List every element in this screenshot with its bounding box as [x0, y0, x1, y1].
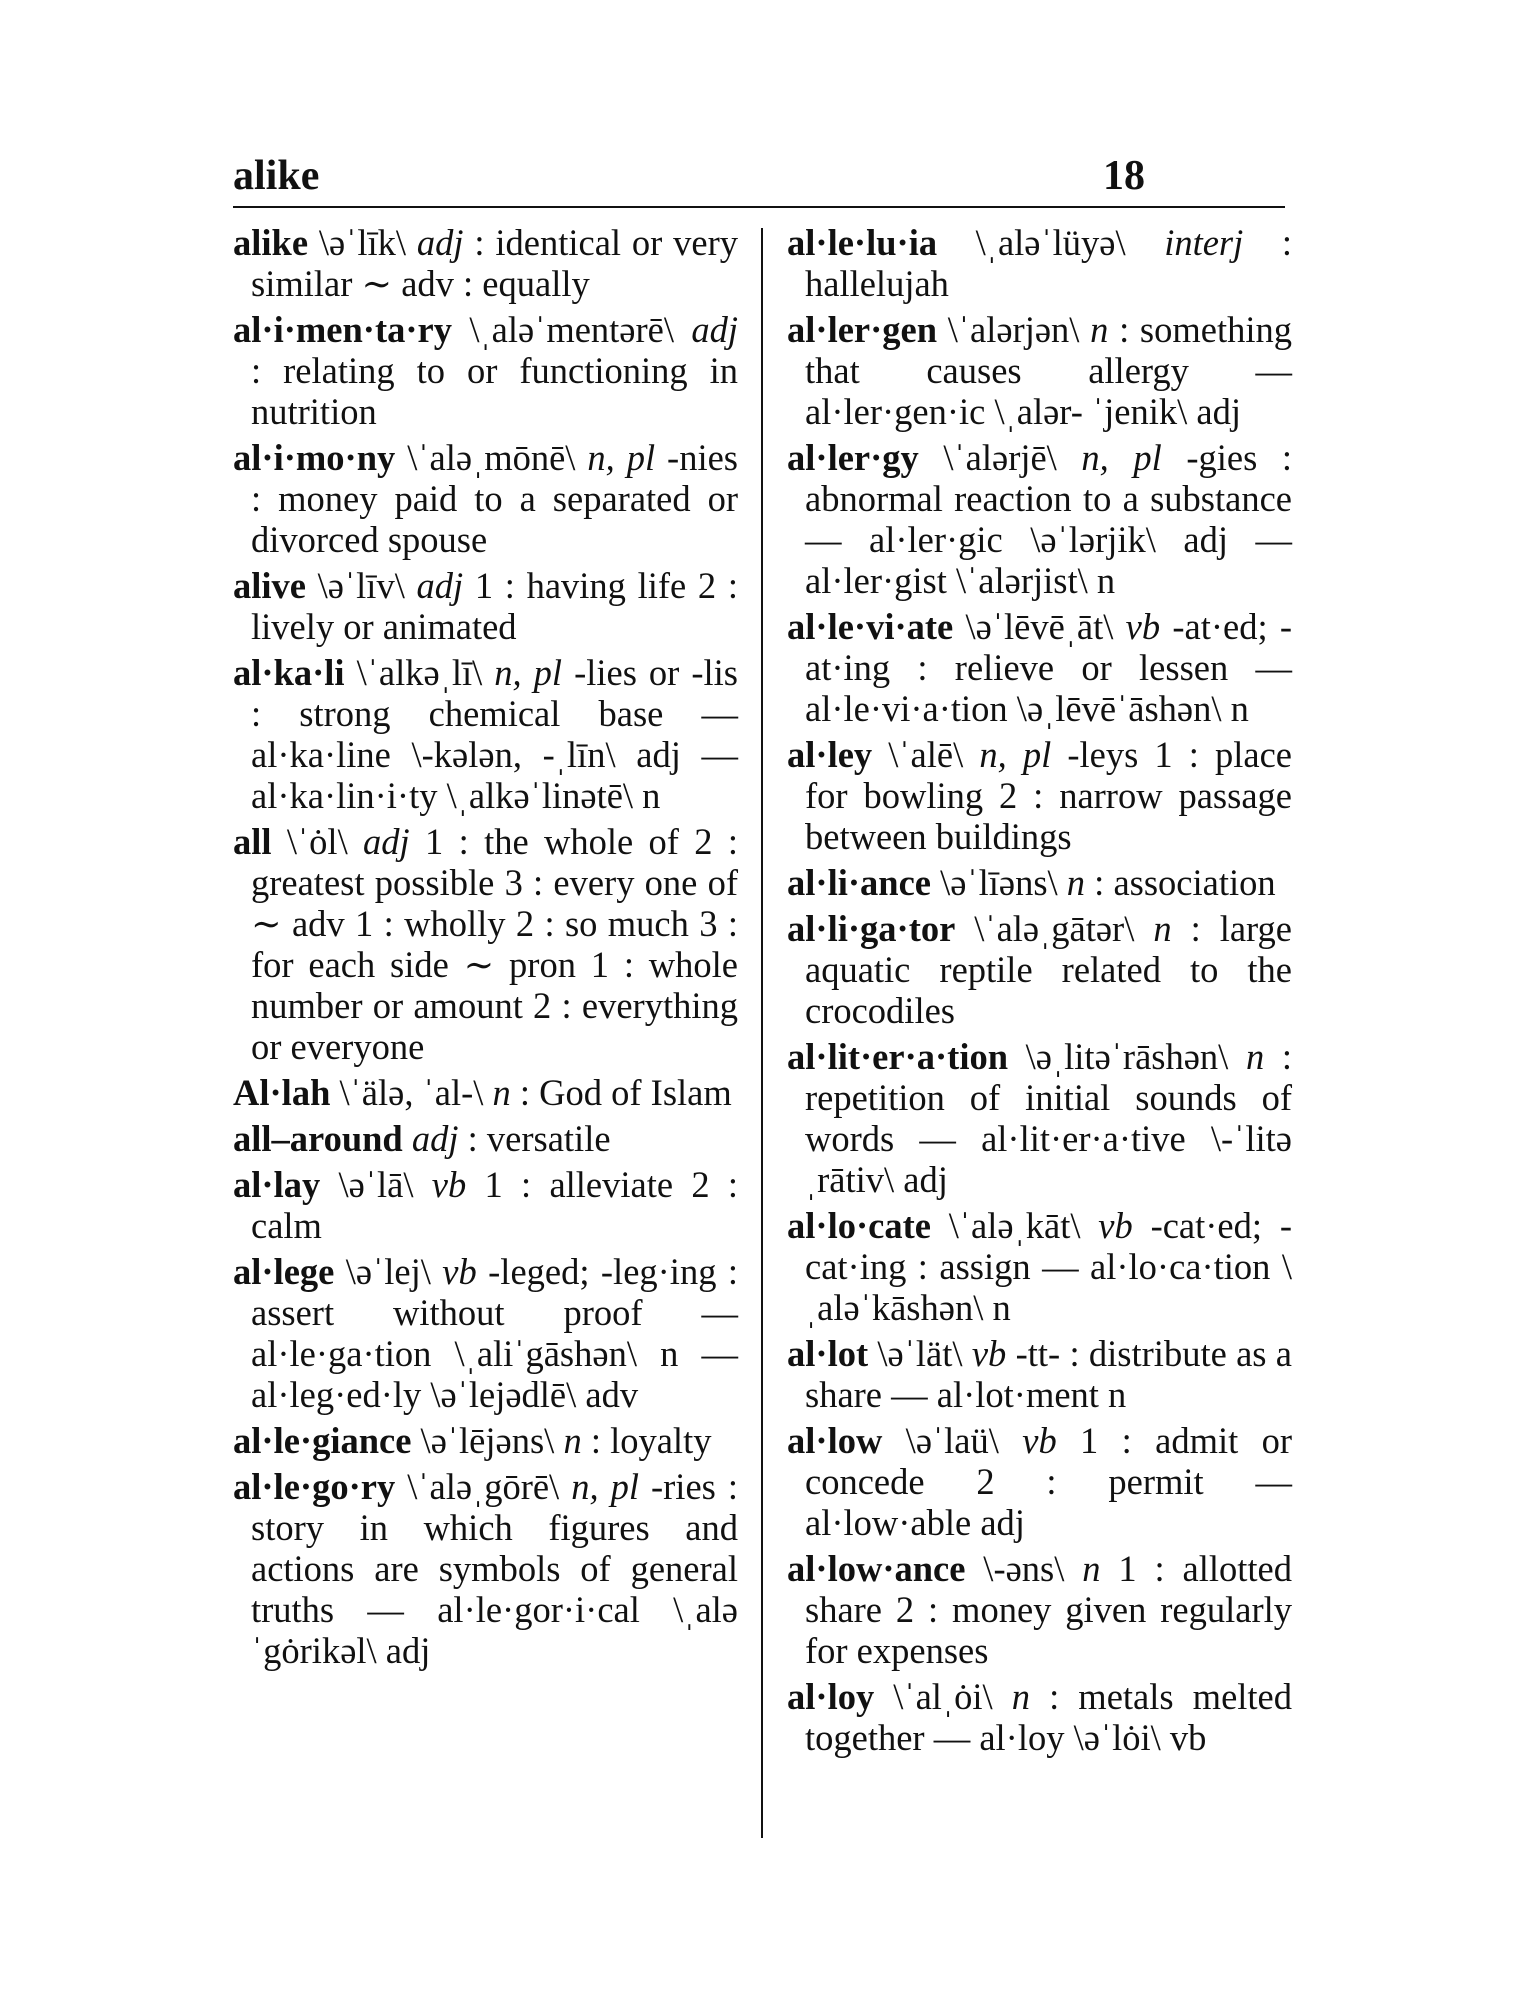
dictionary-entry [233, 1072, 738, 1113]
entry-pronunciation: \ˈalˌȯi\ [874, 1676, 1012, 1717]
entry-pronunciation: \əˈlej\ [334, 1251, 443, 1292]
dictionary-entry [233, 222, 738, 304]
entry-definition: 1 : allotted share 2 : money given regularly for expenses [805, 1548, 1293, 1671]
entry-headword: al·le·go·ry [233, 1466, 396, 1507]
dictionary-entry [233, 1118, 738, 1159]
entry-pronunciation: \əˈlīk\ [308, 222, 417, 263]
dictionary-entry [787, 1333, 1292, 1415]
dictionary-entry [787, 309, 1292, 432]
entry-headword: al·i·men·ta·ry [233, 309, 452, 350]
dictionary-entry [787, 1205, 1292, 1328]
dictionary-entry [233, 652, 738, 816]
entry-definition: -leged; -leg·ing : assert without proof — al·le·ga·tion \ˌaliˈgāshən\ n — al·leg·ed·ly \əˈlejədlē\ adv [251, 1251, 738, 1415]
entry-headword: al·le·giance [233, 1420, 412, 1461]
entry-pronunciation: \ˈaləˌgātər\ [955, 908, 1154, 949]
dictionary-entry [233, 437, 738, 560]
entry-pronunciation: \ˈälə, ˈal-\ [330, 1072, 493, 1113]
entry-part-of-speech: adj [416, 565, 464, 606]
entry-headword: al·ley [787, 734, 873, 775]
right-column [787, 222, 1292, 1763]
entry-headword: al·le·vi·ate [787, 606, 954, 647]
entry-definition: -at·ed; -at·ing : relieve or lessen — al·le·vi·a·tion \əˌlēvēˈāshən\ n [805, 606, 1292, 729]
dictionary-entry [787, 734, 1292, 857]
entry-part-of-speech: adj [691, 309, 738, 350]
entry-headword: al·li·ance [787, 862, 931, 903]
entry-pronunciation: \ˈalərjē\ [918, 437, 1082, 478]
column-divider [761, 228, 763, 1838]
entry-pronunciation: \əˈlā\ [320, 1164, 432, 1205]
entry-part-of-speech: adj [416, 222, 464, 263]
entry-part-of-speech: vb [1098, 1205, 1133, 1246]
dictionary-entry [233, 821, 738, 1067]
entry-definition: 1 : having life 2 : lively or animated [251, 565, 738, 647]
entry-part-of-speech: vb [1125, 606, 1161, 647]
guide-word: alike [233, 153, 320, 199]
dictionary-entry [787, 222, 1292, 304]
entry-definition: : hallelujah [805, 222, 1292, 304]
entry-pronunciation: \ˌaləˈlüyə\ [937, 222, 1165, 263]
entry-pronunciation: \ˈaləˌmōnē\ [395, 437, 588, 478]
entry-pronunciation: \əˈlējəns\ [411, 1420, 564, 1461]
entry-headword: al·ka·li [233, 652, 345, 693]
entry-part-of-speech: n [1066, 862, 1086, 903]
entry-headword: al·low·ance [787, 1548, 966, 1589]
entry-headword: al·i·mo·ny [233, 437, 396, 478]
page-number: 18 [1103, 153, 1145, 199]
entry-definition: : large aquatic reptile related to the crocodiles [805, 908, 1292, 1031]
entry-part-of-speech: vb [442, 1251, 477, 1292]
entry-part-of-speech: vb [971, 1333, 1007, 1374]
entry-headword: all–around [233, 1118, 403, 1159]
entry-definition: : God of Islam [510, 1072, 732, 1113]
entry-part-of-speech: n [492, 1072, 511, 1113]
entry-headword: al·lay [233, 1164, 321, 1205]
entry-pronunciation: \ˈalərjən\ [937, 309, 1091, 350]
entry-pronunciation: \ˈaləˌgōrē\ [395, 1466, 572, 1507]
entry-headword: al·lege [233, 1251, 335, 1292]
entry-headword: al·ler·gen [787, 309, 938, 350]
dictionary-entry [787, 1548, 1292, 1671]
entry-pronunciation: \əˈlīv\ [305, 565, 417, 606]
entry-definition: -leys 1 : place for bowling 2 : narrow passage between buildings [805, 734, 1292, 857]
entry-definition: -lies or -lis : strong chemical base — al·ka·line \-kələn, -ˌlīn\ adj — al·ka·lin·i·ty \ˌalkəˈlinətē\ n [251, 652, 738, 816]
dictionary-entry [787, 1036, 1292, 1200]
entry-part-of-speech: n [1245, 1036, 1265, 1077]
dictionary-entry [233, 1164, 738, 1246]
entry-headword: al·loy [787, 1676, 875, 1717]
entry-definition: 1 : the whole of 2 : greatest possible 3 : every one of ∼ adv 1 : wholly 2 : so much 3 : for each side ∼ pron 1 : whole number or amount 2 : everything or everyone [251, 821, 739, 1067]
entry-part-of-speech: vb [431, 1164, 467, 1205]
entry-headword: al·low [787, 1420, 883, 1461]
entry-headword: Al·lah [233, 1072, 331, 1113]
entry-part-of-speech: n, pl [494, 652, 563, 693]
entry-definition: : identical or very similar ∼ adv : equally [251, 222, 738, 304]
entry-headword: al·lo·cate [787, 1205, 931, 1246]
entry-definition: -nies : money paid to a separated or divorced spouse [251, 437, 738, 560]
entry-definition: -tt- : distribute as a share — al·lot·ment n [805, 1333, 1292, 1415]
entry-headword: alive [233, 565, 306, 606]
entry-headword: al·le·lu·ia [787, 222, 938, 263]
entry-pronunciation [403, 1118, 412, 1159]
dictionary-entry [787, 1420, 1292, 1543]
entry-part-of-speech: n [1153, 908, 1172, 949]
entry-part-of-speech: n [1090, 309, 1109, 350]
entry-part-of-speech: vb [1022, 1420, 1057, 1461]
entry-part-of-speech: n, pl [979, 734, 1052, 775]
entry-definition: : association [1085, 862, 1276, 903]
entry-part-of-speech: interj [1164, 222, 1244, 263]
entry-definition: -cat·ed; -cat·ing : assign — al·lo·ca·tion \ˌaləˈkāshən\ n [805, 1205, 1292, 1328]
entry-definition: -gies : abnormal reaction to a substance — al·ler·gic \əˈlərjik\ adj — al·ler·gist \ˈalərjist\ n [805, 437, 1292, 601]
entry-part-of-speech: n, pl [587, 437, 656, 478]
entry-part-of-speech: adj [411, 1118, 459, 1159]
dictionary-entry [787, 1676, 1292, 1758]
entry-part-of-speech: n, pl [1081, 437, 1162, 478]
entry-pronunciation: \əˌlitəˈrāshən\ [1008, 1036, 1246, 1077]
dictionary-entry [787, 862, 1292, 903]
dictionary-entry [787, 437, 1292, 601]
entry-definition: : versatile [458, 1118, 611, 1159]
dictionary-entry [787, 606, 1292, 729]
entry-part-of-speech: adj [363, 821, 410, 862]
entry-pronunciation: \ˈalē\ [872, 734, 980, 775]
entry-part-of-speech: n [563, 1420, 582, 1461]
entry-headword: al·lot [787, 1333, 869, 1374]
entry-headword: all [233, 821, 272, 862]
entry-pronunciation: \-əns\ [965, 1548, 1083, 1589]
entry-definition: : loyalty [581, 1420, 712, 1461]
page-header [233, 150, 1285, 208]
entry-pronunciation: \ˈalkəˌlī\ [344, 652, 495, 693]
dictionary-entry [233, 1251, 738, 1415]
entry-pronunciation: \ˈaləˌkāt\ [930, 1205, 1099, 1246]
entry-definition: 1 : admit or concede 2 : permit — al·low·able adj [805, 1420, 1292, 1543]
entry-pronunciation: \əˈlīəns\ [930, 862, 1067, 903]
entry-pronunciation: \əˈlēvēˌāt\ [953, 606, 1126, 647]
dictionary-entry [233, 309, 738, 432]
entry-definition: : relating to or functioning in nutrition [251, 350, 738, 432]
dictionary-entry [233, 565, 738, 647]
entry-pronunciation: \əˈlät\ [868, 1333, 972, 1374]
entry-pronunciation: \ˌaləˈmentərē\ [451, 309, 692, 350]
entry-part-of-speech: n [1011, 1676, 1030, 1717]
entry-headword: alike [233, 222, 309, 263]
left-column [233, 222, 738, 1676]
entry-definition: 1 : alleviate 2 : calm [251, 1164, 738, 1246]
entry-definition: -ries : story in which figures and actions are symbols of general truths — al·le·gor·i·cal \ˌaləˈgȯrikəl\ adj [251, 1466, 738, 1671]
entry-part-of-speech: n [1082, 1548, 1101, 1589]
entry-definition: : metals melted together — al·loy \əˈlȯi\ vb [805, 1676, 1292, 1758]
entry-part-of-speech: n, pl [571, 1466, 639, 1507]
entry-definition: : something that causes allergy — al·ler·gen·ic \ˌalər- ˈjenik\ adj [805, 309, 1292, 432]
dictionary-entry [233, 1466, 738, 1671]
entry-headword: al·li·ga·tor [787, 908, 956, 949]
dictionary-entry [787, 908, 1292, 1031]
entry-headword: al·ler·gy [787, 437, 919, 478]
entry-headword: al·lit·er·a·tion [787, 1036, 1009, 1077]
entry-pronunciation: \ˈȯl\ [271, 821, 364, 862]
dictionary-entry [233, 1420, 738, 1461]
entry-definition: : repetition of initial sounds of words — al·lit·er·a·tive \-ˈlitəˌrātiv\ adj [805, 1036, 1292, 1200]
entry-pronunciation: \əˈlaü\ [882, 1420, 1023, 1461]
